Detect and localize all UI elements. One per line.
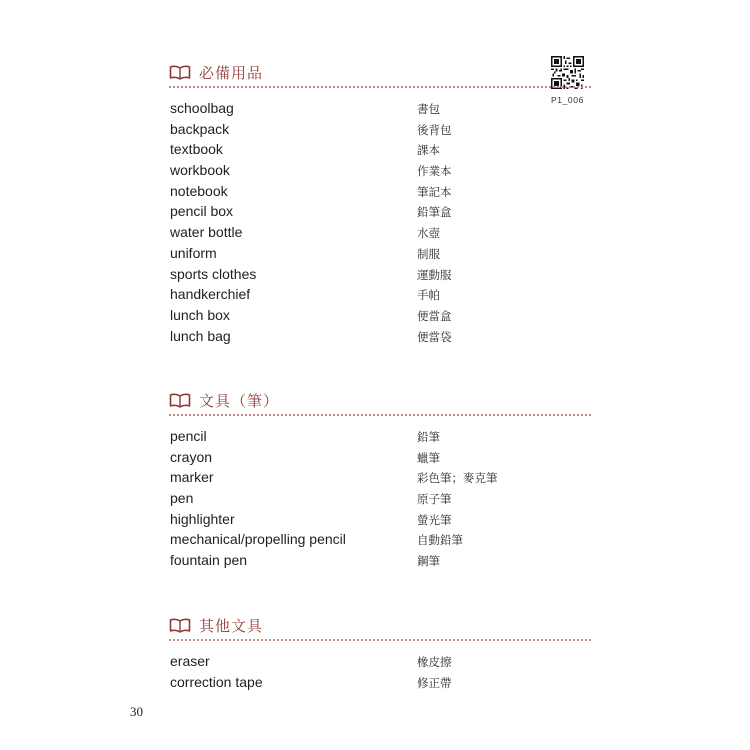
section-title: 其他文具 (199, 617, 264, 635)
english-word: schoolbag (170, 100, 234, 116)
english-word: pencil box (170, 203, 234, 220)
chinese-translation: 書包 (417, 102, 440, 116)
english-word: lunch box (170, 306, 230, 323)
english-word: sports clothes (170, 265, 257, 282)
vocab-row (169, 160, 591, 181)
chinese-translation: 修正帶 (417, 675, 452, 690)
chinese-translation: 筆記本 (417, 184, 452, 199)
vocab-row (169, 509, 591, 530)
english-word: workbook (170, 162, 230, 179)
section-header (169, 391, 591, 415)
english-word: water bottle (170, 224, 243, 241)
english-word: lunch bag (170, 327, 231, 344)
vocab-row (169, 305, 591, 326)
english-word: pencil (170, 428, 207, 444)
english-word: eraser (170, 653, 210, 669)
english-word: uniform (170, 244, 217, 261)
chinese-translation: 手帕 (417, 288, 440, 303)
english-word: handkerchief (170, 286, 251, 303)
vocab-row (169, 139, 591, 160)
section-other-stationery (169, 616, 591, 692)
vocab-row (169, 98, 591, 119)
english-word: fountain pen (170, 552, 248, 569)
section-title: 必備用品 (199, 64, 264, 82)
english-word: highlighter (170, 510, 235, 527)
chinese-translation: 便當袋 (417, 329, 452, 344)
vocab-row (169, 447, 591, 468)
page-number: 30 (130, 704, 143, 719)
vocab-row (169, 467, 591, 488)
vocab-row (169, 201, 591, 222)
vocab-row (169, 181, 591, 202)
vocab-row (169, 529, 591, 550)
dotted-divider (169, 639, 591, 641)
english-word: mechanical/propelling pencil (170, 531, 346, 548)
dotted-divider (169, 414, 591, 416)
vocab-row (169, 119, 591, 140)
vocab-row (169, 222, 591, 243)
vocab-row (169, 326, 591, 347)
qr-label: P1_006 (551, 95, 584, 105)
chinese-translation: 後背包 (417, 122, 452, 137)
section-essential-supplies (169, 63, 591, 346)
vocab-row (169, 284, 591, 305)
chinese-translation: 課本 (417, 143, 440, 158)
chinese-translation: 便當盒 (417, 308, 452, 323)
section-stationery-pens (169, 391, 591, 571)
english-word: backpack (170, 120, 230, 137)
chinese-translation: 蠟筆 (417, 450, 440, 465)
chinese-translation: 原子筆 (417, 492, 452, 507)
vocab-row (169, 672, 591, 693)
english-word: textbook (170, 141, 223, 158)
english-word: marker (170, 469, 214, 486)
chinese-translation: 鋼筆 (417, 554, 440, 569)
section-title: 文具（筆） (199, 392, 280, 410)
chinese-translation: 自動鉛筆 (417, 533, 463, 548)
chinese-translation: 運動服 (417, 267, 452, 282)
section-header (169, 616, 591, 640)
vocab-row (169, 651, 591, 672)
vocab-row (169, 488, 591, 509)
english-word: correction tape (170, 673, 263, 690)
chinese-translation: 鉛筆 (417, 430, 440, 444)
chinese-translation: 制服 (417, 246, 440, 261)
section-header (169, 63, 591, 87)
english-word: notebook (170, 182, 228, 199)
chinese-translation: 水壺 (417, 226, 440, 241)
vocab-row (169, 243, 591, 264)
vocab-row (169, 426, 591, 447)
chinese-translation: 橡皮擦 (417, 655, 452, 669)
open-book-icon (169, 393, 191, 409)
chinese-translation: 鉛筆盒 (417, 205, 452, 220)
open-book-icon (169, 618, 191, 634)
chinese-translation: 彩色筆；麥克筆 (417, 471, 498, 486)
vocab-row (169, 264, 591, 285)
chinese-translation: 作業本 (417, 164, 452, 179)
open-book-icon (169, 65, 191, 81)
dotted-divider (169, 86, 591, 88)
english-word: crayon (170, 448, 213, 465)
english-word: pen (170, 490, 194, 507)
chinese-translation: 螢光筆 (417, 512, 452, 527)
vocab-row (169, 550, 591, 571)
